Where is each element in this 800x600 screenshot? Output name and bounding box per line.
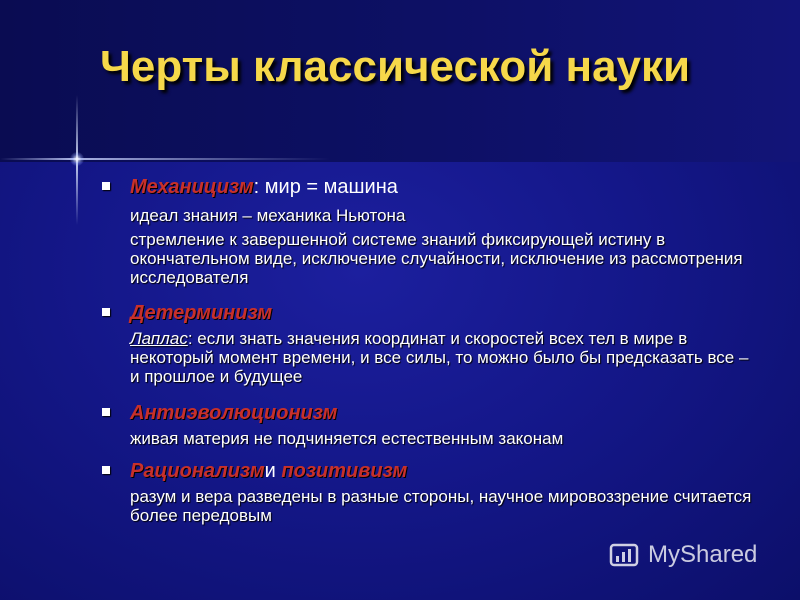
term-antievolutionism: Антиэволюционизм (130, 402, 338, 424)
mechanism-suffix: : мир = машина (253, 176, 398, 198)
rationalism-connector: и (264, 460, 282, 482)
bullet-determinism (102, 301, 762, 325)
laplace-name: Лаплас (130, 329, 188, 348)
antievolutionism-line: живая материя не подчиняется естественным законам (130, 429, 564, 448)
watermark-text: MyShared (648, 541, 758, 568)
determinism-detail-text: : если знать значения координат и скоростей всех тел в мире в некоторый момент времени, и все силы, то можно было бы предсказать все – и прошлое и будущее (130, 329, 749, 386)
bullet-square-icon (102, 308, 110, 316)
light-flare-center (70, 152, 84, 166)
bullet-square-icon (102, 408, 110, 416)
bullet-rationalism (102, 459, 762, 483)
term-positivism: позитивизм (281, 460, 408, 482)
bullet-square-icon (102, 466, 110, 474)
mechanism-line-2: стремление к завершенной системе знаний фиксирующей истину в окончательном виде, исключение случайности, исключение из рассмотрения исследователя (130, 230, 743, 287)
light-flare-horizontal (0, 158, 330, 160)
slide-title: Черты классической науки (100, 42, 691, 91)
mechanism-line-1: идеал знания – механика Ньютона (130, 206, 406, 225)
rationalism-line: разум и вера разведены в разные стороны, научное мировоззрение считается более передовым (130, 487, 752, 525)
determinism-detail (130, 329, 762, 386)
watermark (608, 537, 788, 573)
bullet-mechanism (102, 175, 762, 199)
bullet-antievolutionism (102, 401, 762, 425)
myshared-logo-icon (608, 539, 640, 571)
term-determinism: Детерминизм (130, 302, 273, 324)
term-rationalism: Рационализм (130, 460, 265, 482)
bullet-list (102, 175, 762, 525)
bullet-square-icon (102, 182, 110, 190)
term-mechanism: Механицизм (130, 176, 254, 198)
